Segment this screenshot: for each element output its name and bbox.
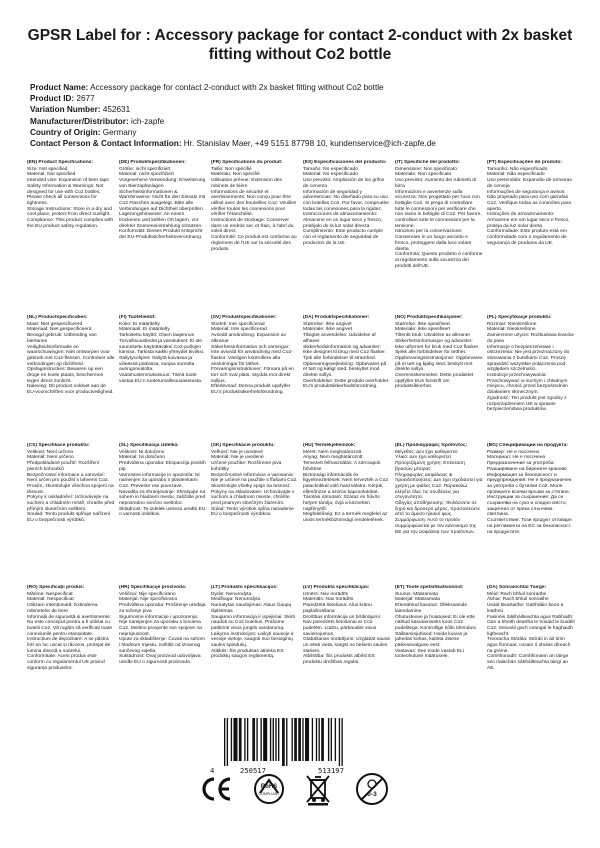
spec-block-sl bbox=[119, 443, 207, 535]
spec-heading: (EL) Προδιαγραφές προϊόντος: bbox=[395, 443, 468, 448]
age-label: 0-3 bbox=[367, 791, 377, 798]
spec-heading: (SK) Špecifikácie produktu: bbox=[211, 443, 275, 448]
spec-block-cs bbox=[27, 443, 115, 535]
spec-heading: (LT) Produkto specifikacijos: bbox=[211, 585, 278, 590]
weee-bin-icon bbox=[305, 772, 331, 806]
spec-text: Dimensione: Non specificato Materiale: Non specificato Uso previsto: Aumento dei rubinetti di birra Informazioni e avvertenze sulla sicurezza: Non progettato per l'uso con bottiglie Co2. Si prega di controllare tutte le connessioni per verificare che non siano in bottiglie di Co2. Per favore, controllare tutte le connessioni per la tensione. Istruzioni per la conservazione: Conservare in un luogo asciutto e fresco, proteggere dalla luce solare diretta. Conformità: Questo prodotto è conforme al regolamento sulla sicurezza dei prodotti dell'UE. bbox=[395, 166, 483, 269]
spec-heading: (RO) Specificații produs: bbox=[27, 585, 85, 590]
spec-block-el bbox=[395, 443, 483, 535]
barcode-bar bbox=[231, 718, 232, 761]
info-row-origin bbox=[30, 127, 575, 138]
spec-block-sv bbox=[211, 315, 299, 413]
info-row-product-id bbox=[30, 93, 575, 104]
spec-heading: (EN) Product Specifications: bbox=[27, 160, 94, 165]
barcode-bar bbox=[316, 718, 317, 761]
spec-block-ro bbox=[27, 585, 115, 672]
spec-text: Größe: nicht spezifiziert Material: nicht spezifiziert Vorgesehene Verwendung: Erweiterung von Bierzapfanlagen Sicherheitsinformationen & Warnhinweise: Nicht für den Einsatz mit Co2 Flaschen ausgelegt. Bitte alle Verbindungen auf Dichtheit überprüfen. Lagerungshinweise: An einem trockenen und kühlen Ort lagern, vor direkter Sonneneinstrahlung schützen. Konformität: Dieses Produkt entspricht der EU-Produktsicherheitsverordnung. bbox=[119, 166, 206, 241]
spec-block-sk bbox=[211, 443, 299, 535]
spec-block-nl bbox=[27, 315, 115, 413]
info-row-variation bbox=[30, 104, 575, 115]
spec-block-et bbox=[395, 585, 483, 672]
barcode bbox=[222, 718, 392, 766]
spec-heading: (BG) Спецификации на продукта: bbox=[487, 443, 568, 448]
barcode-bar bbox=[244, 718, 245, 761]
barcode-bar bbox=[273, 718, 274, 761]
barcode-bar bbox=[305, 718, 309, 761]
spec-text: Dydis: Nenurodyta Medžiaga: Nenurodyta Numatytas naudojimas: Alaus čiaupų išplėtimas Saugumo informacija ir įspėjimai: Skirti naudoti su Co2 butelius. Prašome patikrinti visus jungtis sandarumą. Laikymo instrukcijos: Laikyti sausoje ir vėsioje vietoje, saugoti nuo tiesioginių saulės spindulių. Atitiktis: Šis produktas atitinka ES produktų saugos reglamentą. bbox=[211, 591, 295, 660]
spec-text: Mărime: Nespecificat Material: Nespecificat Utilizare intenționată: Extinderea robinetelor de bere Informații de siguranță și avertismente: Nu este conceput pentru a fi utilizat cu butelii Co2. Vă rugăm să verificați toate conexiunile pentru etanșeitate. Instrucțiuni de depozitare: A se păstra într-un loc uscat și răcoros, protejat de lumina directă a soarelui. Conformitate: Acest produs este conform cu regulamentul UE privind siguranța produselor. bbox=[27, 591, 113, 671]
barcode-lead-digit: 4 bbox=[210, 766, 215, 775]
spec-block-pt bbox=[487, 160, 575, 269]
info-row-manufacturer bbox=[30, 116, 575, 127]
spec-block-it bbox=[395, 160, 483, 269]
spec-text: Tamaño: No especificado Material: No especificado Uso previsto: Ampliación de los grifos de cerveza Información de seguridad y advertencias: No diseñado para su uso con botellas Co2. Por favor, compruebe todas las conexiones para la rigidez. Instrucciones de almacenamiento: Almacene en un lugar seco y fresco, protéjalo de la luz solar directa. Cumplimiento: Este producto cumple con el reglamento de seguridad de productos de la UE. bbox=[303, 166, 389, 246]
spec-text: Méret: Nem meghatározott Anyag: Nem meghatározott Tervezett felhasználás: A sörcsapok bővítése Biztonsági információk és figyelmeztetések: Nem tervezték a Co2 palackokkal való használatra. Kérjük, ellenőrizze a szoros kapcsolatokat. Tárolási útmutató: Száraz és hűvös helyen tárolja, óvja a közvetlen napfénytől. Megfelelőség: Ez a termék megfelel az uniós termékbiztonsági rendeletének. bbox=[303, 449, 389, 524]
spec-block-pl bbox=[487, 315, 575, 413]
barcode-bar bbox=[256, 718, 257, 761]
spec-block-da bbox=[303, 315, 391, 413]
spec-row-1 bbox=[27, 160, 575, 269]
spec-block-fi bbox=[119, 315, 207, 413]
info-label: Contact Person & Contact Information: bbox=[30, 139, 182, 149]
spec-heading: (ES) Especificaciones del producto: bbox=[303, 160, 387, 165]
spec-heading: (PT) Especificações do produto: bbox=[487, 160, 562, 165]
spec-block-bg bbox=[487, 443, 575, 535]
spec-block-de bbox=[119, 160, 207, 269]
spec-heading: (SL) Specifikacija izdelka: bbox=[119, 443, 179, 448]
spec-text: Méid: Rach bhfuil sonraithe Ábhar: Rach bhfuil sonraithe Úsáid Beartaithe: Gabhdáin beoir a leathnú Faisnéis Sábháilteachta agus Rabhadh: Gan a bheith deartha le húsáid le buidéil Co2. Seiceáil gach ceangal le haghaidh lígtheacht. Treoracha Stórála: Stóráil in áit tirim agus fionnuar, cosain ó sholas díreach na gréine. Comhlíonadh: Comhlíonann an táirge seo rialachán sábháilteachta táirgí an AE. bbox=[487, 591, 575, 671]
spec-text: Storlek: Inte specificerad Material: Inte specificerad Avsedd användning: Expansion av ölkranar Säkerhetsinformation och varningar: Inte avsedd för användning med Co2-flaskor. Vänligen kontrollera alla anslutningar för täthet. Förvaringsinstruktioner: Förvara på en torr och sval plats, skydda mot direkt solljus. Efterlevnad: Denna produkt uppfyller EU:s produktsäkerhetsförordning. bbox=[211, 321, 294, 396]
spec-heading: (NL) Productspecificaties: bbox=[27, 315, 88, 320]
info-value: 452631 bbox=[102, 105, 131, 115]
spec-text: Størrelse: Ikke spesifisert Materiale: Ikke spesifisert Tiltenkt bruk: Utvidelse av ølkraner Sikkerhetsinformasjon og advarsler: Ikke utformet for bruk med Co2 flasker. Sjekk alle forbindelser for tetthet. Oppbevaringsinstruksjoner: Oppbevares på et tørt og kjølig sted, beskytt mot direkte sollys. Overensstemmelse: Dette produktet oppfyller EUs forskrift om produktsikkerhet. bbox=[395, 321, 483, 390]
barcode-bar bbox=[227, 718, 228, 766]
spec-block-lv bbox=[303, 585, 391, 672]
barcode-bar bbox=[294, 718, 297, 761]
spec-heading: (LV) Produkta specifikācijas: bbox=[303, 585, 370, 590]
barcode-bar bbox=[312, 718, 313, 761]
barcode-bar bbox=[252, 718, 255, 761]
spec-text: Koko: Ei määritelty Materiaali: Ei määritelty Tarkoitettu käyttö: Oluen laajennus Turvallisuustiedot ja varoitukset: Ei ole suunniteltu käytettäväksi Co2-pullojen kanssa. Tarkista kaikki yhteydet tiiviiksi. Säilytysohjeet: Säilytä kuivassa ja viileässä paikassa, suojaa suoralta auringonvalolta. Vaatimustenmukaisuus: Tämä tuote vastaa EU:n tuoteturvallisuusasetusta. bbox=[119, 321, 205, 384]
spec-text: Μέγεθος: Δεν έχει καθοριστεί Υλικό: Δεν έχει καθοριστεί Προοριζόμενη χρήση: Επέκταση βρυσών μπύρας Πληροφορίες ασφάλειας & προειδοποιήσεις: Δεν έχει σχεδιαστεί για χρήση με φιάλες Co2. Παρακαλώ ελέγξτε όλες τις συνδέσεις για στεγανότητα. Οδηγίες αποθήκευσης: Φυλάσσετε σε ξηρό και δροσερό μέρος, προστατεύετε από το άμεσο ηλιακό φως. Συμμόρφωση: Αυτό το προϊόν συμμορφώνεται με τον κανονισμό της ΕΕ για την ασφάλεια των προϊόντων. bbox=[395, 449, 483, 535]
spec-block-lt bbox=[211, 585, 299, 672]
info-row-product-name bbox=[30, 82, 575, 93]
spec-block-no bbox=[395, 315, 483, 413]
barcode-bar bbox=[331, 718, 332, 761]
barcode-bar bbox=[239, 718, 242, 761]
spec-heading: (HR) Specifikacije proizvoda: bbox=[119, 585, 187, 590]
page-title: GPSR Label for : Accessory package for contact 2-conduct with 2x basket fitting without Co2 bottle bbox=[27, 27, 573, 63]
spec-heading: (NO) Produktspesifikasjoner: bbox=[395, 315, 463, 320]
rohs-sub-label: COMPLIANT bbox=[258, 792, 280, 796]
barcode-bar bbox=[335, 718, 336, 761]
info-label: Variation Number: bbox=[30, 105, 101, 115]
barcode-right-digits: 513197 bbox=[318, 766, 344, 775]
product-info bbox=[30, 82, 575, 149]
barcode-bar bbox=[292, 718, 293, 761]
spec-block-en bbox=[27, 160, 115, 269]
spec-text: Izmērs: Nav norādīts Materiāls: Nav norādīts Paredzētā lietošana: Alus krānu paplašināšana Drošības informācija un brīdinājumi: Nav paredzēts lietošanai ar Co2 pudelēm. Lūdzu, pārbaudiet visus savienojumus. Glabāšanas norādījumi: Uzglabāt sausā un vēsā vietā, sargāt no tiešiem saules stariem. Atbilstība: Šis produkts atbilst ES produktu drošības regulai. bbox=[303, 591, 390, 666]
barcode-bar bbox=[282, 718, 285, 766]
spec-heading: (SV) Produktspecifikationer: bbox=[211, 315, 277, 320]
info-label: Product ID: bbox=[30, 94, 75, 104]
info-label: Country of Origin: bbox=[30, 127, 101, 137]
barcode-bar bbox=[298, 718, 301, 761]
barcode-bar bbox=[224, 718, 225, 766]
spec-text: Maat: Niet gespecificeerd Materiaal: Niet gespecificeerd Beoogd gebruik: Uitbreiding van biertanen Veiligheidsinformatie en waarschuwingen: Niet ontworpen voor gebruik met Co2-flessen. Controleer alle verbindingen op dichtheid. Opslaginstructies: Bewaren op een droge en koele plaats, beschermen tegen direct zonlicht. Naleving: Dit product voldoet aan de EU-voorschriften voor productveiligheid. bbox=[27, 321, 115, 396]
spec-heading: (ET) Toote spetsifikatsioonid: bbox=[395, 585, 464, 590]
info-value: Hr. Stanislav Maer, +49 5151 87798 10, kundenservice@ich-zapfe.de bbox=[183, 139, 436, 149]
barcode-bar bbox=[286, 718, 287, 766]
barcode-bar bbox=[339, 718, 340, 766]
barcode-bar bbox=[319, 718, 320, 761]
barcode-bar bbox=[302, 718, 303, 761]
spec-heading: (HU) Termékjellemzők: bbox=[303, 443, 356, 448]
spec-heading: (CS) Specifikace produktu: bbox=[27, 443, 90, 448]
spec-heading: (DA) Produktspecifikationer: bbox=[303, 315, 370, 320]
spec-text: Rozmiar: Nieokreślone Materiał: Nieokreślone Zamierzone użycie: Rozbudowa kranów do piwa Informacje o bezpieczeństwie i ostrzeżenia: Nie jest przeznaczony do stosowania z butelkami Co2. Proszę sprawdzić wszystkie połączenia pod względem szczelności. Instrukcje przechowywania: Przechowywać w suchym i chłodnym miejscu, chronić przed bezpośrednim działaniem słonecznym. Zgodność: Ten produkt jest zgodny z rozporządzeniem UE w sprawie bezpieczeństwa produktów. bbox=[487, 321, 574, 413]
spec-text: Taille: Non spécifié Matériau: Non spécifié Utilisation prévue: Extension des robinets de bière Informations de sécurité et avertissements: Non conçu pour être utilisé avec des bouteilles Co2. Veuillez vérifier toutes les connexions pour vérifier l'étanchéité. Instructions de stockage: Conserver dans un endroit sec et frais, à l'abri du soleil direct. Conformité: Ce produit est conforme au règlement de l'UE sur la sécurité des produits. bbox=[211, 166, 297, 252]
spec-text: Suurus: Määramata Materjal: Määramata Ettenähtud kasutus: Õllekraanide laiendamine Ohutusteave ja hoiatused: Ei ole ette nähtud kasutamiseks koos Co2 pudelitega. Kontrollige kõiki ühendusi. Säilitamisjuhised: Hoida kuivas ja jahedas kohas, kaitsta otsese päikesevalguse eest. Vastavus: See toode vastab ELi tooteohutuse määrusele. bbox=[395, 591, 478, 660]
barcode-bar bbox=[270, 718, 271, 761]
barcode-bar bbox=[341, 718, 342, 766]
barcode-bar bbox=[263, 718, 267, 761]
barcode-bar bbox=[233, 718, 237, 761]
spec-block-hu bbox=[303, 443, 391, 535]
info-value: Germany bbox=[102, 127, 137, 137]
info-label: Manufacturer/Distributor: bbox=[30, 116, 129, 126]
ce-mark-icon bbox=[200, 775, 232, 803]
barcode-bar bbox=[321, 718, 324, 761]
rohs-icon bbox=[252, 773, 286, 805]
barcode-bar bbox=[328, 718, 329, 761]
info-value: Accessory package for contact 2-conduct with 2x basket fitting without Co2 bottle bbox=[90, 83, 384, 92]
spec-text: Velikost: Ni določeno Material: Ni določeno Predvidena uporaba: Ekspanzija pivskih pip Varnostne informacije in opozorila: Ni namenjen za uporabo s plastenkami Co2. Preverite vse povezave. Navodila za shranjevanje: Shranjujte na suhem in hladnem mestu, zaščitite pred neposredno sončno svetlobo. Skladnost: Ta izdelek ustreza uredbi EU o varnosti izdelkov. bbox=[119, 449, 206, 518]
spec-block-fr bbox=[211, 160, 299, 269]
info-value: ich-zapfe bbox=[131, 116, 165, 126]
info-row-contact bbox=[30, 138, 575, 149]
spec-row-4 bbox=[27, 585, 575, 672]
spec-heading: (FR) Spécifications du produit: bbox=[211, 160, 283, 165]
barcode-bar bbox=[278, 718, 279, 761]
spec-heading: (FI) Tuotetiedot: bbox=[119, 315, 156, 320]
spec-heading: (IT) Specifiche del prodotto: bbox=[395, 160, 460, 165]
rohs-label: RoHS bbox=[260, 784, 278, 790]
spec-text: Tamanho: Não especificado Material: Não especificado Uso pretendido: Expansão de torneiras de cerveja Informações de segurança e avisos: Não projetado para uso com garrafas Co2. Verifique todas as conexões para aperto. Instruções de armazenamento: Armazene em um lugar seco e fresco, proteja da luz solar direta. Conformidade: Este produto está em conformidade com o regulamento de segurança de produtos da UE. bbox=[487, 166, 572, 246]
barcode-bar bbox=[260, 718, 261, 761]
barcode-bar bbox=[247, 718, 248, 761]
spec-text: Размер: Не е посочено Материал: Не е посочено Предназначение за употреба: Разширяване на бирените кранове Информация за безопасност и предупреждения: Не е предназначен за употреба с бутилки Co2. Моля проверете всички връзки за стягане. Инструкции за съхранение: Да се съхранява на сухо и хладно място, защитено от пряка слънчева светлина. Съответствие: Този продукт отговаря на регламента на ЕС за безопасност на продуктите. bbox=[487, 449, 572, 535]
spec-row-3 bbox=[27, 443, 575, 535]
spec-text: Size: Not specified Material: Not specified Intended Use: Expansion of beer taps Safety Information & Warnings: Not designed for use with Co2 bottles. Please check all connections for tightness. Storage Instructions: Store in a dry and cool place, protect from direct sunlight. Compliance: This product complies with the EU product safety regulation. bbox=[27, 166, 114, 229]
barcode-bar bbox=[275, 718, 276, 761]
info-label: Product Name: bbox=[30, 83, 89, 92]
barcode-left-digits: 250517 bbox=[240, 766, 266, 775]
spec-block-hr bbox=[119, 585, 207, 672]
spec-text: Veľkosť: Nie je uvedené Materiál: Nie je uvedené Určené použitie: Rozšírenie piva kohútiky Bezpečnostné informácie a varovania: Nie je určené na použitie s fľašami Co2. Skontrolujte všetky spoje na tesnosť. Pokyny na skladovanie: Uchovávajte v suchom a chladnom mieste, chráňte pred priamym slnečným žiarením. Súlad: Tento výrobok spĺňa nariadenie EÚ o bezpečnosti výrobkov. bbox=[211, 449, 298, 518]
spec-block-ga bbox=[487, 585, 575, 672]
spec-text: Velikost: Není určeno Materiál: Není určeno Předpokládané použití: Rozšíření pivních kohoutků Bezpečnostní informace a varování: Není určen pro použití s lahvemi Co2. Prosím, zkontrolujte všechna spojení na těsnost. Pokyny k uskladnění: Uchovávejte na suchém a chladném místě, chraňte před přímým slunečním světlem. Soulad: Tento produkt splňuje nařízení EU o bezpečnosti výrobků. bbox=[27, 449, 115, 524]
spec-text: Veličina: Nije specificirano Materijal: Nije specificirano Predviđena uporaba: Proširenje uređaja za točenje piva Sigurnosne informacije i upozorenja: Nije namijenjen za uporabu s bocama Co2. Molimo provjerite sve spojeve na nepropusnost. Upute za skladištenje: Čuvati na suhom i hladnom mjestu, zaštititi od izravnog sunčevog svjetla. Sukladnost: Ovaj proizvod udovoljava uredbi EU o sigurnosti proizvoda. bbox=[119, 591, 206, 666]
spec-heading: (GA) Sonraíochtaí Táirge: bbox=[487, 585, 547, 590]
spec-block-es bbox=[303, 160, 391, 269]
spec-heading: (DE) Produktspezifikationen: bbox=[119, 160, 186, 165]
spec-heading: (PL) Specyfikacje produktu: bbox=[487, 315, 552, 320]
age-warning-icon bbox=[355, 772, 389, 806]
spec-text: Størrelse: Ikke angivet Materiale: Ikke angivet Tilsigtet anvendelse: Udvidelse af ølhaner Sikkerhedsinformation og advarsler: Ikke designet til brug med Co2 flasker. Tjek alle forbindelser til stramhed. Opbevaringsvejledning: Opbevares på et tørt og køligt sted, beskyttet mod direkte sollys. Overholdelse: Dette produkt overholder EU's produktsikkerhedsforordning. bbox=[303, 321, 389, 390]
info-value: 2677 bbox=[76, 94, 95, 104]
spec-row-2 bbox=[27, 315, 575, 413]
